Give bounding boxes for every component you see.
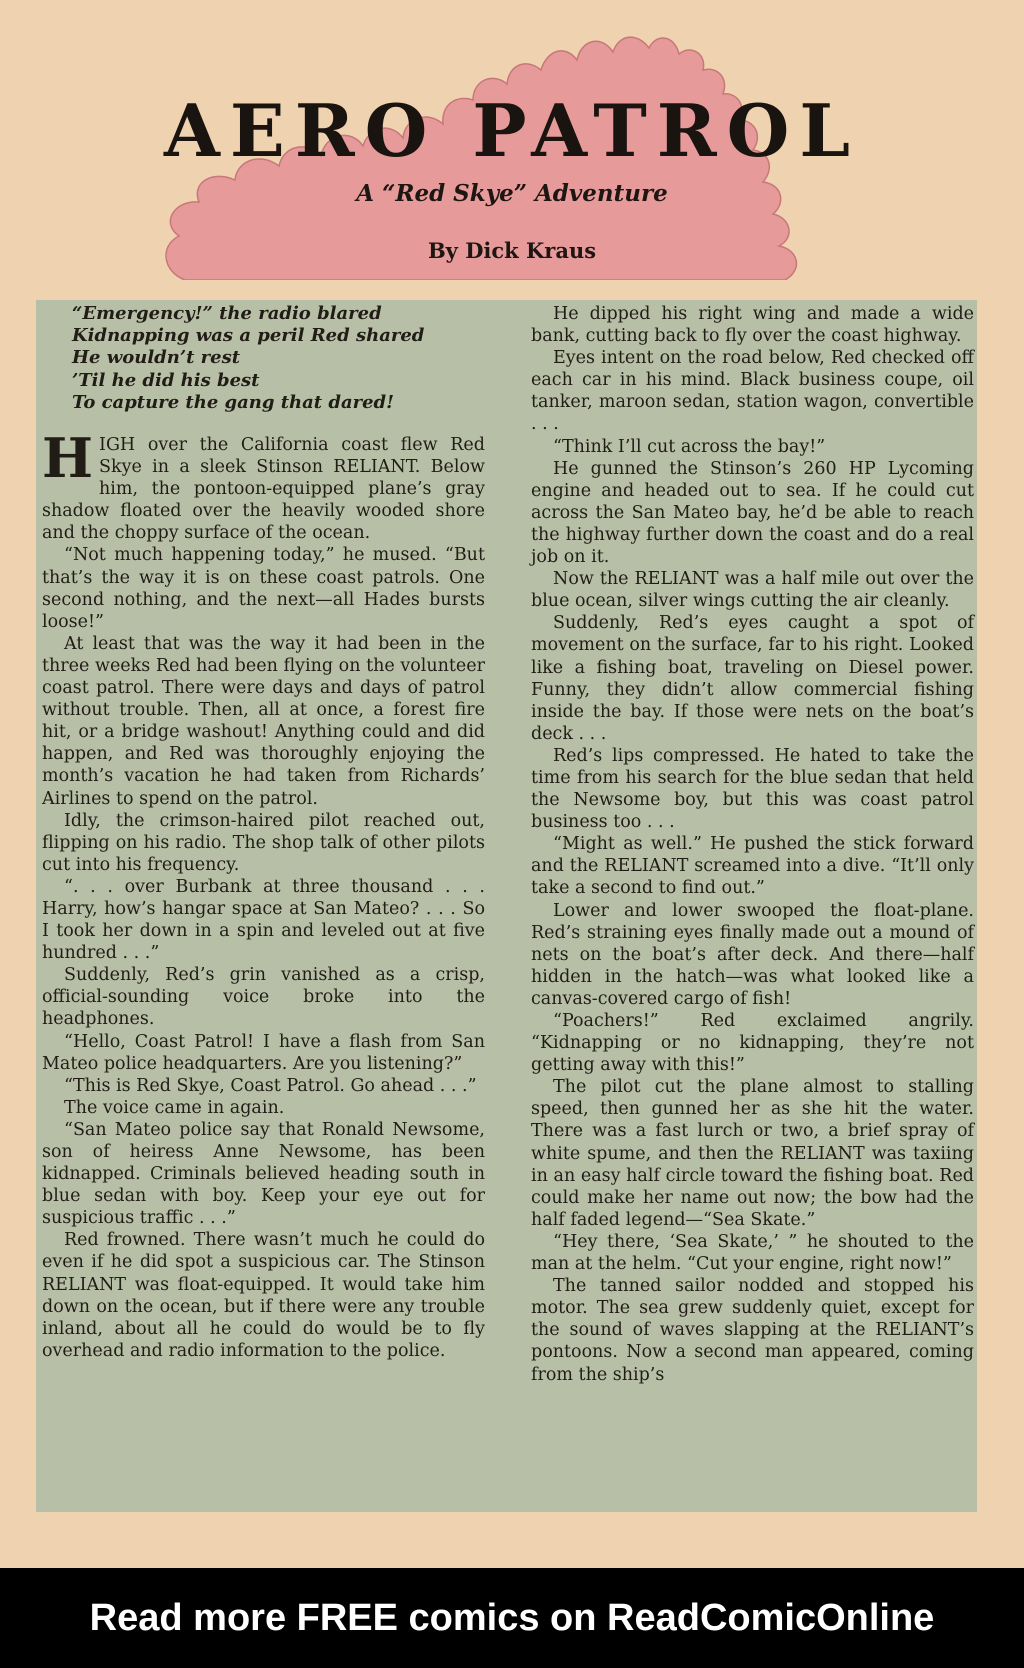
paragraph: “Think I’ll cut across the bay!” (553, 436, 826, 457)
paragraph: “This is Red Skye, Coast Patrol. Go ahead . . .” (64, 1075, 477, 1096)
verse-line: He wouldn’t rest (72, 347, 241, 369)
paragraph: Red frowned. There wasn’t much he could do even if he did spot a suspicious car. The Stinson RELIANT was float-equipped. It would take him down on the ocean, but if there were any trouble inland, about all he could do would be to fly overhead and radio information to the police. (42, 1230, 485, 1361)
verse-line: Kidnapping was a peril Red shared (72, 325, 425, 347)
paragraph: At least that was the way it had been in the three weeks Red had been flying on the volunteer coast patrol. There were days and days of patrol without trouble. Then, all at once, a forest fire hit, or a bridge washout! Anything could and did happen, and Red was thoroughly enjoying the month’s vacation he had taken from Richards’ Airlines to spend on the patrol. (42, 633, 485, 809)
opening-paragraph-text: IGH over the California coast flew Red Skye in a sleek Stinson RELIANT. Below him, the pontoon-equipped plane’s gray shadow floated over the heavily wooded shore and the choppy surface of the ocean. (42, 435, 485, 544)
verse-line: To capture the gang that dared! (72, 391, 395, 413)
paragraph: Suddenly, Red’s grin vanished as a crisp, official-sounding voice broke into the headphones. (42, 965, 485, 1030)
paragraph: The tanned sailor nodded and stopped his motor. The sea grew suddenly quiet, except for the sound of waves slapping at the RELIANT’s pontoons. Now a second man appeared, coming from the ship’s (531, 1276, 974, 1385)
story-byline: By Dick Kraus (427, 238, 597, 263)
story-text-panel (36, 300, 977, 1512)
paragraph: Red’s lips compressed. He hated to take the time from his search for the blue sedan that held the Newsome boy, but this was coast patrol business too . . . (531, 745, 974, 833)
paragraph: Eyes intent on the road below, Red checked off each car in his mind. Black business coupe, oil tanker, maroon sedan, station wagon, convertible . . . (531, 348, 974, 435)
opening-paragraph (42, 426, 485, 544)
verse-line: “Emergency!” the radio blared (72, 303, 382, 324)
story-title: AERO PATROL (164, 88, 860, 173)
paragraph: The voice came in again. (64, 1097, 285, 1118)
paragraph: “Not much happening today,” he mused. “But that’s the way it is on these coast patrols. One second nothing, and the next—all Hades bursts loose!” (42, 545, 485, 632)
story-subtitle: A “Red Skye” Adventure (356, 180, 668, 207)
paragraph: “Hello, Coast Patrol! I have a flash from San Mateo police headquarters. Are you listening?” (42, 1031, 485, 1074)
paragraph: “San Mateo police say that Ronald Newsome, son of heiress Anne Newsome, has been kidnapped. Criminals believed heading south in blue sedan with boy. Keep your eye out for suspicious traffic . . .” (42, 1119, 485, 1229)
paragraph: He gunned the Stinson’s 260 HP Lycoming engine and headed out to sea. If he could cut across the San Mateo bay, he’d be able to reach the highway further down the coast and do a real job on it. (531, 458, 974, 568)
paragraph: “. . . over Burbank at three thousand . . . Harry, how’s hangar space at San Mateo? . . . So I took her down in a spin and leveled out at five hundred . . .” (42, 876, 485, 964)
intro-verse (42, 303, 485, 414)
paragraph: “Hey there, ‘Sea Skate,’ ” he shouted to the man at the helm. “Cut your engine, right now!” (531, 1231, 974, 1275)
promo-banner-link[interactable]: Read more FREE comics on ReadComicOnline (0, 1568, 1024, 1668)
paragraph: “Might as well.” He pushed the stick forward and the RELIANT screamed into a dive. “It’ll only take a second to find out.” (531, 834, 974, 899)
paragraph: Lower and lower swooped the float-plane. Red’s straining eyes finally made out a mound of nets on the boat’s after deck. And there—half hidden in the hatch—was what looked like a canvas-covered cargo of fish! (531, 900, 974, 1009)
paragraph: “Poachers!” Red exclaimed angrily. “Kidnapping or no kidnapping, they’re not getting away with this!” (531, 1011, 974, 1076)
right-column (531, 303, 974, 1386)
verse-line: ’Til he did his best (72, 369, 260, 391)
drop-cap: H (42, 426, 94, 491)
paragraph: Suddenly, Red’s eyes caught a spot of movement on the surface, far to his right. Looked like a fishing boat, traveling on Diesel power. Funny, they didn’t allow commercial fishing inside the bay. If those were nets on the boat’s deck . . . (531, 613, 974, 744)
paragraph: Now the RELIANT was a half mile out over the blue ocean, silver wings cutting the air cleanly. (531, 569, 974, 612)
paragraph: Idly, the crimson-haired pilot reached out, flipping on his radio. The shop talk of other pilots cut into his frequency. (42, 810, 485, 875)
left-column (42, 303, 485, 1362)
paragraph: The pilot cut the plane almost to stalling speed, then gunned her as she hit the water. There was a fast lurch or two, a brief spray of white spume, and then the RELIANT was taxiing in an easy half circle toward the fishing boat. Red could make her name out now; the bow had the half faded legend—“Sea Skate.” (531, 1077, 974, 1230)
paragraph: He dipped his right wing and made a wide bank, cutting back to fly over the coast highway. (531, 304, 974, 347)
